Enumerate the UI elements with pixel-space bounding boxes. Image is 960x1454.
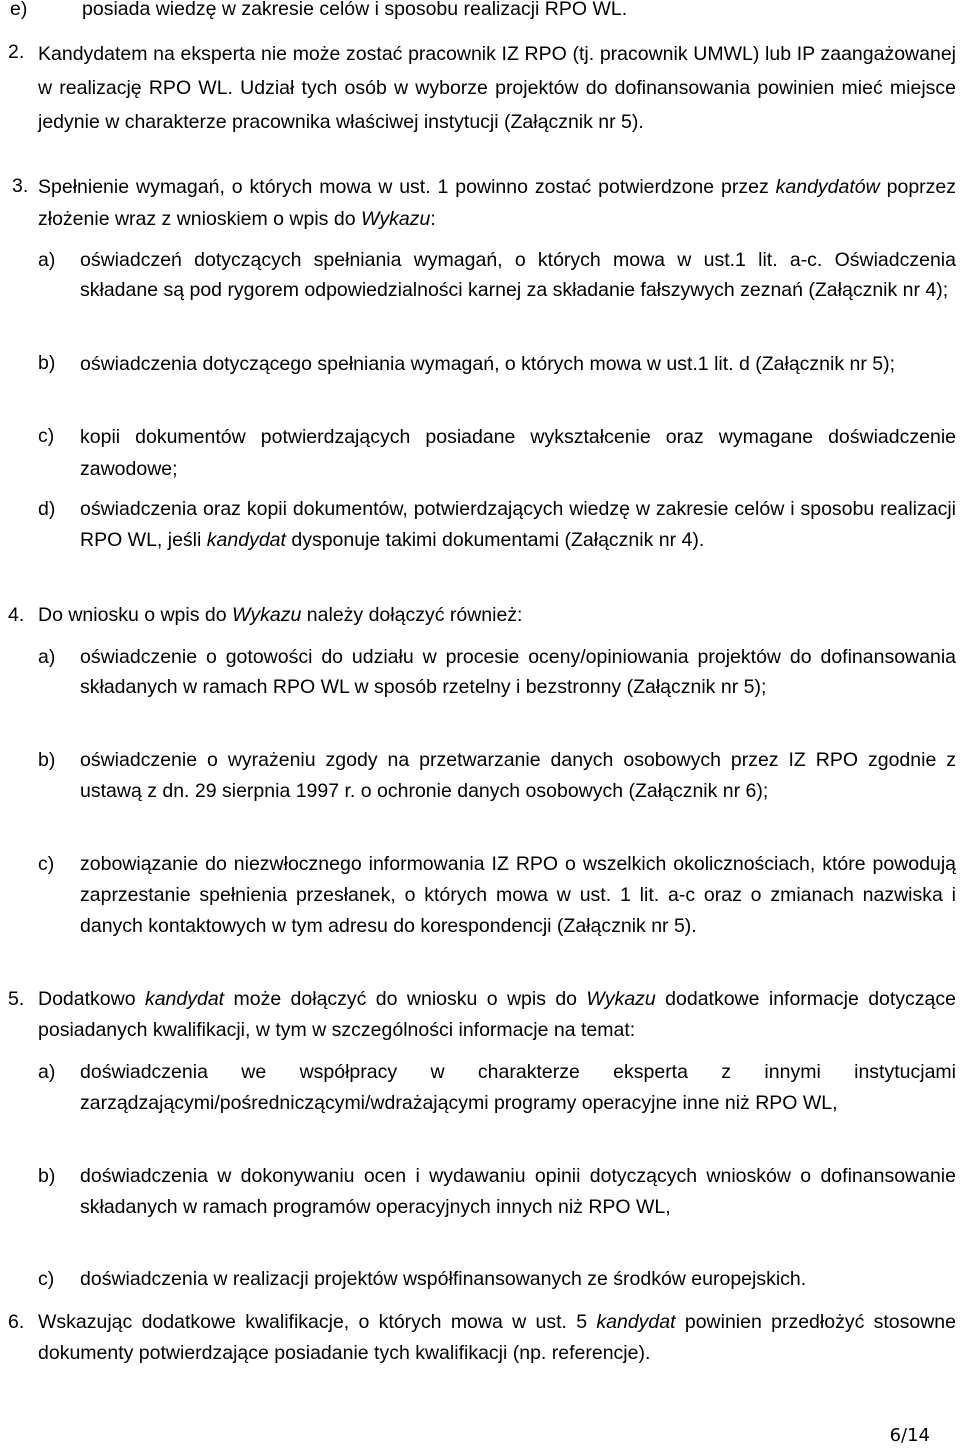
paragraph-3 [12, 171, 956, 235]
list-item-5a [38, 1057, 956, 1119]
list-item-5b [38, 1161, 956, 1223]
list-item-3c [38, 421, 956, 485]
list-label: b) [38, 352, 56, 374]
list-label: b) [38, 1165, 56, 1187]
list-item-3a [38, 245, 956, 305]
list-item-4c [38, 849, 956, 942]
paragraph-4 [8, 600, 956, 630]
paragraph-text: Spełnienie wymagań, o których mowa w ust. 1 powinno zostać potwierdzone przez kandydatów poprzez złożenie wraz z wnioskiem o wpis do Wykazu: [38, 176, 957, 230]
paragraph-text: Do wniosku o wpis do Wykazu należy dołączyć również: [38, 604, 523, 626]
list-item-4b [38, 745, 956, 807]
paragraph-number: 6. [8, 1311, 25, 1333]
list-text: doświadczenia w dokonywaniu ocen i wydawaniu opinii dotyczących wniosków o dofinansowanie składanych w ramach programów operacyjnych innych niż RPO WL, [80, 1165, 956, 1218]
paragraph-text: Kandydatem na eksperta nie może zostać pracownik IZ RPO (tj. pracownik UMWL) lub IP zaangażowanej w realizację RPO WL. Udział tych osób w wyborze projektów do dofinansowania powinien mieć miejsce jedynie w charakterze pracownika właściwej instytucji (Załącznik nr 5). [38, 43, 956, 133]
list-text: oświadczenie o gotowości do udziału w procesie oceny/opiniowania projektów do dofinansowania składanych w ramach RPO WL w sposób rzetelny i bezstronny (Załącznik nr 5); [80, 646, 956, 698]
paragraph-number: 4. [8, 604, 25, 626]
list-label: c) [38, 853, 55, 875]
list-label: a) [38, 249, 56, 271]
list-text: doświadczenia we współpracy w charakterze eksperta z innymi instytucjami zarządzającymi/pośredniczącymi/wdrażającymi programy operacyjne inne niż RPO WL, [80, 1061, 956, 1114]
list-text: oświadczeń dotyczących spełniania wymagań, o których mowa w ust.1 lit. a-c. Oświadczenia składane są pod rygorem odpowiedzialności karnej za składanie fałszywych zeznań (Załącznik nr 4); [80, 249, 956, 301]
paragraph-number: 3. [12, 175, 29, 197]
paragraph-5 [8, 984, 956, 1046]
list-label: b) [38, 749, 56, 771]
list-item-5c [38, 1264, 956, 1294]
list-text: kopii dokumentów potwierdzających posiadane wykształcenie oraz wymagane doświadczenie zawodowe; [80, 426, 956, 480]
list-item-e [10, 0, 950, 24]
list-item-4a [38, 642, 956, 702]
paragraph-text: Dodatkowo kandydat może dołączyć do wniosku o wpis do Wykazu dodatkowe informacje dotyczące posiadanych kwalifikacji, w tym w szczególności informacje na temat: [38, 988, 956, 1041]
list-text: zobowiązanie do niezwłocznego informowania IZ RPO o wszelkich okolicznościach, które powodują zaprzestanie spełnienia przesłanek, o których mowa w ust. 1 lit. a-c oraz o zmianach nazwiska i danych kontaktowych w tym adresu do korespondencji (Załącznik nr 5). [80, 853, 956, 937]
list-label: c) [38, 425, 55, 447]
list-text: oświadczenia dotyczącego spełniania wymagań, o których mowa w ust.1 lit. d (Załącznik nr 5); [80, 353, 896, 375]
list-item-3b [38, 348, 956, 380]
list-text: posiada wiedzę w zakresie celów i sposobu realizacji RPO WL. [82, 0, 628, 20]
page-number: 6/14 [889, 1425, 930, 1446]
list-label: e) [10, 0, 28, 20]
list-text: oświadczenie o wyrażeniu zgody na przetwarzanie danych osobowych przez IZ RPO zgodnie z ustawą z dn. 29 sierpnia 1997 r. o ochronie danych osobowych (Załącznik nr 6); [80, 749, 956, 802]
list-text: oświadczenia oraz kopii dokumentów, potwierdzających wiedzę w zakresie celów i sposobu realizacji RPO WL, jeśli kandydat dysponuje takimi dokumentami (Załącznik nr 4). [80, 498, 956, 551]
paragraph-6 [8, 1307, 956, 1369]
paragraph-number: 5. [8, 988, 25, 1010]
paragraph-text: Wskazując dodatkowe kwalifikacje, o których mowa w ust. 5 kandydat powinien przedłożyć stosowne dokumenty potwierdzające posiadanie tych kwalifikacji (np. referencje). [38, 1311, 957, 1364]
list-label: c) [38, 1268, 55, 1290]
paragraph-number: 2. [8, 41, 25, 63]
list-item-3d [38, 494, 956, 556]
list-text: doświadczenia w realizacji projektów współfinansowanych ze środków europejskich. [80, 1268, 807, 1290]
list-label: a) [38, 646, 56, 668]
list-label: d) [38, 498, 56, 520]
list-label: a) [38, 1061, 56, 1083]
paragraph-2 [8, 37, 956, 139]
